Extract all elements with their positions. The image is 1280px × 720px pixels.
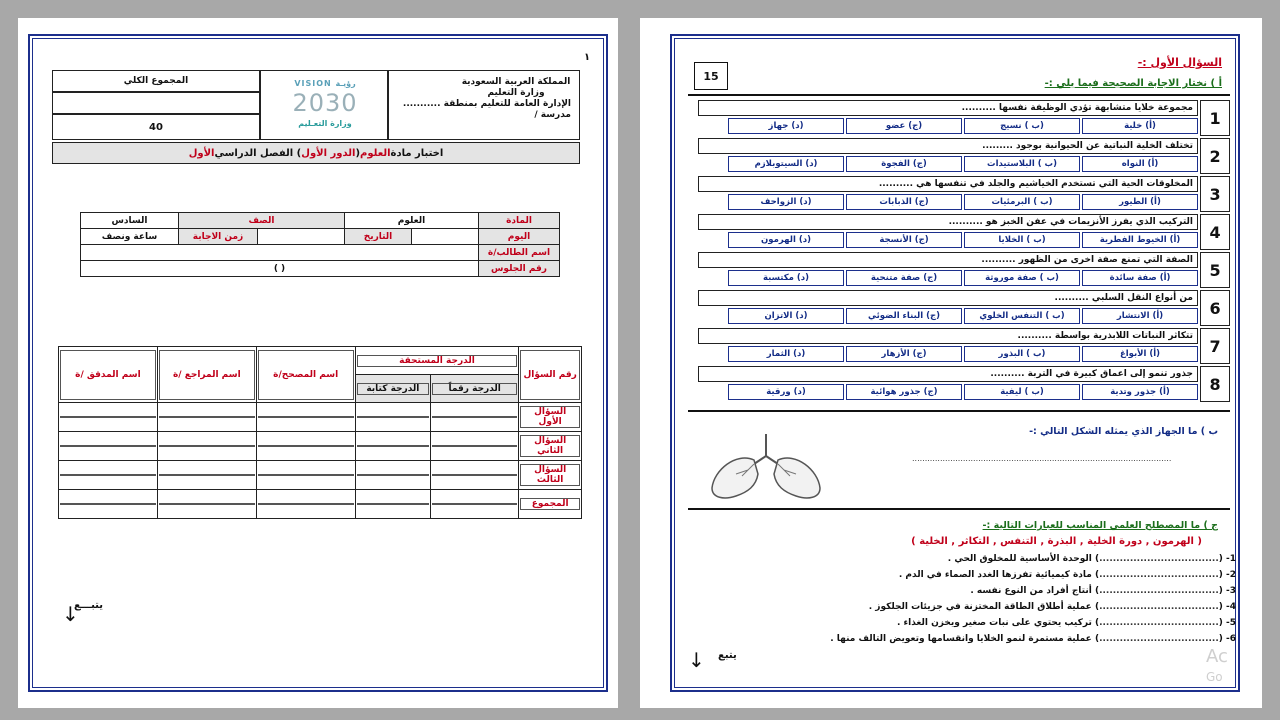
question-text: تتكاثر النباتات اللابذرية بواسطة .......... xyxy=(698,328,1198,344)
answer-option[interactable]: (ج) الذبابات xyxy=(846,194,962,210)
grade-cell[interactable] xyxy=(256,432,355,461)
seat-value[interactable]: ( ) xyxy=(81,261,479,277)
question-number: 1 xyxy=(1200,100,1230,136)
day-value[interactable] xyxy=(412,229,479,245)
answer-option[interactable]: (أ) خلية xyxy=(1082,118,1198,134)
question-number: 5 xyxy=(1200,252,1230,288)
exam-subject: العلوم xyxy=(360,147,391,159)
term-item xyxy=(830,634,1236,644)
exam-term: الأول xyxy=(188,147,215,159)
grade-cell[interactable] xyxy=(256,490,355,519)
question-number: 7 xyxy=(1200,328,1230,364)
row-label: المجموع xyxy=(519,490,582,519)
row-label: السؤال الثالث xyxy=(519,461,582,490)
term-number: 3- ( xyxy=(1218,586,1236,596)
term-item xyxy=(899,570,1236,580)
answer-option[interactable]: (أ) الطيور xyxy=(1082,194,1198,210)
deserved-grade-header: الدرجة المستحقة xyxy=(355,347,519,375)
grade-cell[interactable] xyxy=(355,403,430,432)
answer-option[interactable]: (أ) النواه xyxy=(1082,156,1198,172)
student-info-table xyxy=(80,212,560,277)
trachea-icon xyxy=(754,434,778,464)
terms-list xyxy=(680,554,1240,664)
answer-option[interactable]: (ب ) صفة موروثة xyxy=(964,270,1080,286)
question-text: الصفة التي تمنع صفة اخرى من الظهور .......... xyxy=(698,252,1198,268)
page-mark: ١ xyxy=(584,52,591,63)
question-text: تختلف الخلية النباتية عن الحيوانية بوجود ......... xyxy=(698,138,1198,154)
grade-cell[interactable] xyxy=(157,461,256,490)
mcq-block xyxy=(698,100,1230,404)
answer-option[interactable]: (د) مكتسبة xyxy=(728,270,844,286)
total-empty-cell xyxy=(52,92,260,114)
grade-cell[interactable] xyxy=(431,461,519,490)
down-arrow-icon: ↓ xyxy=(62,602,79,626)
term-answer-blank[interactable]: ................................... xyxy=(1099,570,1219,580)
grade-cell[interactable] xyxy=(59,403,158,432)
answer-option[interactable]: (ج) صفة متنحية xyxy=(846,270,962,286)
grade-cell[interactable] xyxy=(157,490,256,519)
term-number: 6- ( xyxy=(1218,634,1236,644)
question-text: التركيب الذي يفرز الأنزيمات في عفن الخبز هو .......... xyxy=(698,214,1198,230)
question-text: جذور تنمو إلى اعماق كبيرة في التربة .......... xyxy=(698,366,1198,382)
term-number: 5- ( xyxy=(1218,618,1236,628)
term-item xyxy=(897,618,1236,628)
question-number: 6 xyxy=(1200,290,1230,326)
student-name-value[interactable] xyxy=(81,245,479,261)
term-answer-blank[interactable]: ................................... xyxy=(1099,586,1219,596)
term-answer-blank[interactable]: ................................... xyxy=(1099,554,1219,564)
left-page xyxy=(18,18,618,708)
answer-option[interactable]: (أ) الأبواغ xyxy=(1082,346,1198,362)
term-item xyxy=(869,602,1236,612)
divider-line xyxy=(688,94,1230,96)
term-definition: ) عملية مستمرة لنمو الخلايا وانقسامها وتعويض التالف منها . xyxy=(830,634,1100,644)
answer-option[interactable]: (ج) الفجوة xyxy=(846,156,962,172)
answer-option[interactable]: (ب ) البذور xyxy=(964,346,1080,362)
answer-option[interactable]: (أ) الانتشار xyxy=(1082,308,1198,324)
answer-option[interactable]: (ب ) ليفية xyxy=(964,384,1080,400)
grade-label: الصف xyxy=(179,213,345,229)
answer-option[interactable]: (ج) جذور هوائية xyxy=(846,384,962,400)
question-number: 3 xyxy=(1200,176,1230,212)
left-lung-icon xyxy=(712,458,758,498)
term-number: 1- ( xyxy=(1218,554,1236,564)
question-text: المخلوقات الحية التي تستخدم الخياشيم والجلد في تنفسها هي .......... xyxy=(698,176,1198,192)
day-label: اليوم xyxy=(479,229,560,245)
answer-option[interactable]: (ب ) التنفس الخلوي xyxy=(964,308,1080,324)
vision-logo-box xyxy=(260,70,388,140)
subject-value: العلوم xyxy=(345,213,479,229)
reviewer-header: اسم المراجع /ة xyxy=(157,347,256,403)
question-number-header: رقم السؤال xyxy=(519,347,582,403)
answer-option[interactable]: (أ) الخيوط الفطرية xyxy=(1082,232,1198,248)
watermark-line-2: Go xyxy=(1206,670,1223,684)
grade-row xyxy=(59,461,582,490)
grade-cell[interactable] xyxy=(59,461,158,490)
header-school: مدرسة / xyxy=(534,110,571,120)
grades-table xyxy=(58,346,582,519)
divider-line xyxy=(688,508,1230,510)
word-bank: ( الهرمون , دورة الخلية , البذرة , التنفس , التكاثر , الخلية ) xyxy=(911,536,1202,547)
term-item xyxy=(970,586,1236,596)
grade-cell[interactable] xyxy=(157,432,256,461)
term-definition: ) مادة كيميائية تفرزها الغدد الصماء في الدم . xyxy=(898,570,1100,580)
grade-cell[interactable] xyxy=(256,461,355,490)
exam-round: الدور الأول xyxy=(301,147,356,159)
corrector-header: اسم المصحح/ة xyxy=(256,347,355,403)
question-text: من أنواع النقل السلبي .......... xyxy=(698,290,1198,306)
grade-row xyxy=(59,403,582,432)
grade-cell[interactable] xyxy=(59,432,158,461)
continue-label-right: يتبع xyxy=(718,650,737,661)
watermark-line-1: Ac xyxy=(1206,646,1228,667)
student-name-label: اسم الطالب/ة xyxy=(479,245,560,261)
grade-value: السادس xyxy=(81,213,179,229)
right-lung-icon xyxy=(774,458,820,498)
answer-option[interactable]: (د) الاتزان xyxy=(728,308,844,324)
answer-option[interactable]: (ب ) البرمئيات xyxy=(964,194,1080,210)
subject-label: المادة xyxy=(479,213,560,229)
term-answer-blank[interactable]: ................................... xyxy=(1099,634,1219,644)
header-directorate: الإدارة العامة للتعليم بمنطقة ........... xyxy=(402,99,571,109)
grade-cell[interactable] xyxy=(431,403,519,432)
answer-option[interactable]: (أ) صفة سائدة xyxy=(1082,270,1198,286)
vision-2030-logo xyxy=(283,79,367,133)
down-arrow-icon: ↓ xyxy=(688,648,705,672)
lungs-diagram xyxy=(706,430,826,502)
answer-option[interactable]: (د) الهرمون xyxy=(728,232,844,248)
written-grade-header: الدرجة كتابة xyxy=(355,375,430,403)
answer-option[interactable]: (ب ) نسيج xyxy=(964,118,1080,134)
answer-option[interactable]: (د) الزواحف xyxy=(728,194,844,210)
continue-label-left: يتبـــع xyxy=(74,600,104,611)
grade-cell[interactable] xyxy=(355,490,430,519)
header-kingdom: المملكة العربية السعودية xyxy=(461,77,571,87)
time-value: ساعة ونصف xyxy=(81,229,179,245)
question-number: 4 xyxy=(1200,214,1230,250)
question-title: السؤال الأول :- xyxy=(1137,56,1222,69)
numeric-grade-header: الدرجة رقماً xyxy=(431,375,519,403)
seat-label: رقم الجلوس xyxy=(479,261,560,277)
grade-cell[interactable] xyxy=(157,403,256,432)
row-label: السؤال الأول xyxy=(519,403,582,432)
answer-option[interactable]: (ج) الأنسجة xyxy=(846,232,962,248)
checker-header: اسم المدقق /ة xyxy=(59,347,158,403)
term-item xyxy=(948,554,1236,564)
grade-cell[interactable] xyxy=(431,432,519,461)
exam-title-bar: اختبار مادة العلوم ( الدور الأول ) الفصل الدراسي الأول xyxy=(52,142,580,164)
time-label: زمن الاجابة xyxy=(179,229,258,245)
logo-ministry-text: وزارة التعـليم xyxy=(298,119,352,128)
section-c-title: ج ) ما المصطلح العلمي المناسب للعبارات التالية :- xyxy=(982,520,1218,531)
term-definition: ) الوحدة الأساسية للمخلوق الحي . xyxy=(947,554,1100,564)
term-definition: ) تركيب يحتوي على نبات صغير ويخزن الغذاء . xyxy=(897,618,1100,628)
divider-line xyxy=(688,410,1230,412)
grade-cell[interactable] xyxy=(355,432,430,461)
answer-option[interactable]: (ج) عضو xyxy=(846,118,962,134)
grade-row xyxy=(59,432,582,461)
section-b-title: ب ) ما الجهاز الذي يمثله الشكل التالي :- xyxy=(1029,426,1218,437)
question-number: 2 xyxy=(1200,138,1230,174)
header-ministry-box xyxy=(388,70,580,140)
answer-option[interactable]: (ب ) البلاستيدات xyxy=(964,156,1080,172)
answer-option[interactable]: (د) جهاز xyxy=(728,118,844,134)
grade-cell[interactable] xyxy=(355,461,430,490)
term-number: 4- ( xyxy=(1218,602,1236,612)
term-number: 2- ( xyxy=(1218,570,1236,580)
header-ministry: وزارة التعليم xyxy=(487,88,545,98)
term-answer-blank[interactable]: ................................... xyxy=(1099,602,1219,612)
row-label: السؤال الثاني xyxy=(519,432,582,461)
answer-option[interactable]: (أ) جذور وتدية xyxy=(1082,384,1198,400)
answer-option[interactable]: (د) ورقية xyxy=(728,384,844,400)
question-number: 8 xyxy=(1200,366,1230,402)
right-page xyxy=(640,18,1262,708)
total-label-cell: المجموع الكلي xyxy=(52,70,260,92)
answer-option[interactable]: (ب ) الخلايا xyxy=(964,232,1080,248)
term-definition: ) أنتاج أفراد من النوع نفسه . xyxy=(970,586,1100,596)
date-label: التاريخ xyxy=(345,229,412,245)
grade-cell[interactable] xyxy=(59,490,158,519)
total-value-cell: 40 xyxy=(52,114,260,140)
grade-cell[interactable] xyxy=(256,403,355,432)
answer-option[interactable]: (د) الثمار xyxy=(728,346,844,362)
answer-option[interactable]: (ج) البناء الضوئي xyxy=(846,308,962,324)
logo-vision-text: VISION رؤيـة xyxy=(294,79,356,88)
term-definition: ) عملية أطلاق الطاقة المختزنة في جزيئات الجلكوز . xyxy=(868,602,1100,612)
date-value[interactable] xyxy=(258,229,345,245)
grade-row xyxy=(59,490,582,519)
term-answer-blank[interactable]: ................................... xyxy=(1099,618,1219,628)
section-a-title: أ ) نختار الاجابة الصحيحة فيما يلي :- xyxy=(1044,78,1222,89)
grade-cell[interactable] xyxy=(431,490,519,519)
logo-year: 2030 xyxy=(292,89,358,117)
answer-option[interactable]: (د) السيتوبلازم xyxy=(728,156,844,172)
score-box: 15 xyxy=(694,62,728,90)
answer-line[interactable]: ...................................................................................................... xyxy=(912,454,1172,463)
answer-option[interactable]: (ج) الأزهار xyxy=(846,346,962,362)
question-text: مجموعة خلايا متشابهة تؤدي الوظيفة نفسها .......... xyxy=(698,100,1198,116)
